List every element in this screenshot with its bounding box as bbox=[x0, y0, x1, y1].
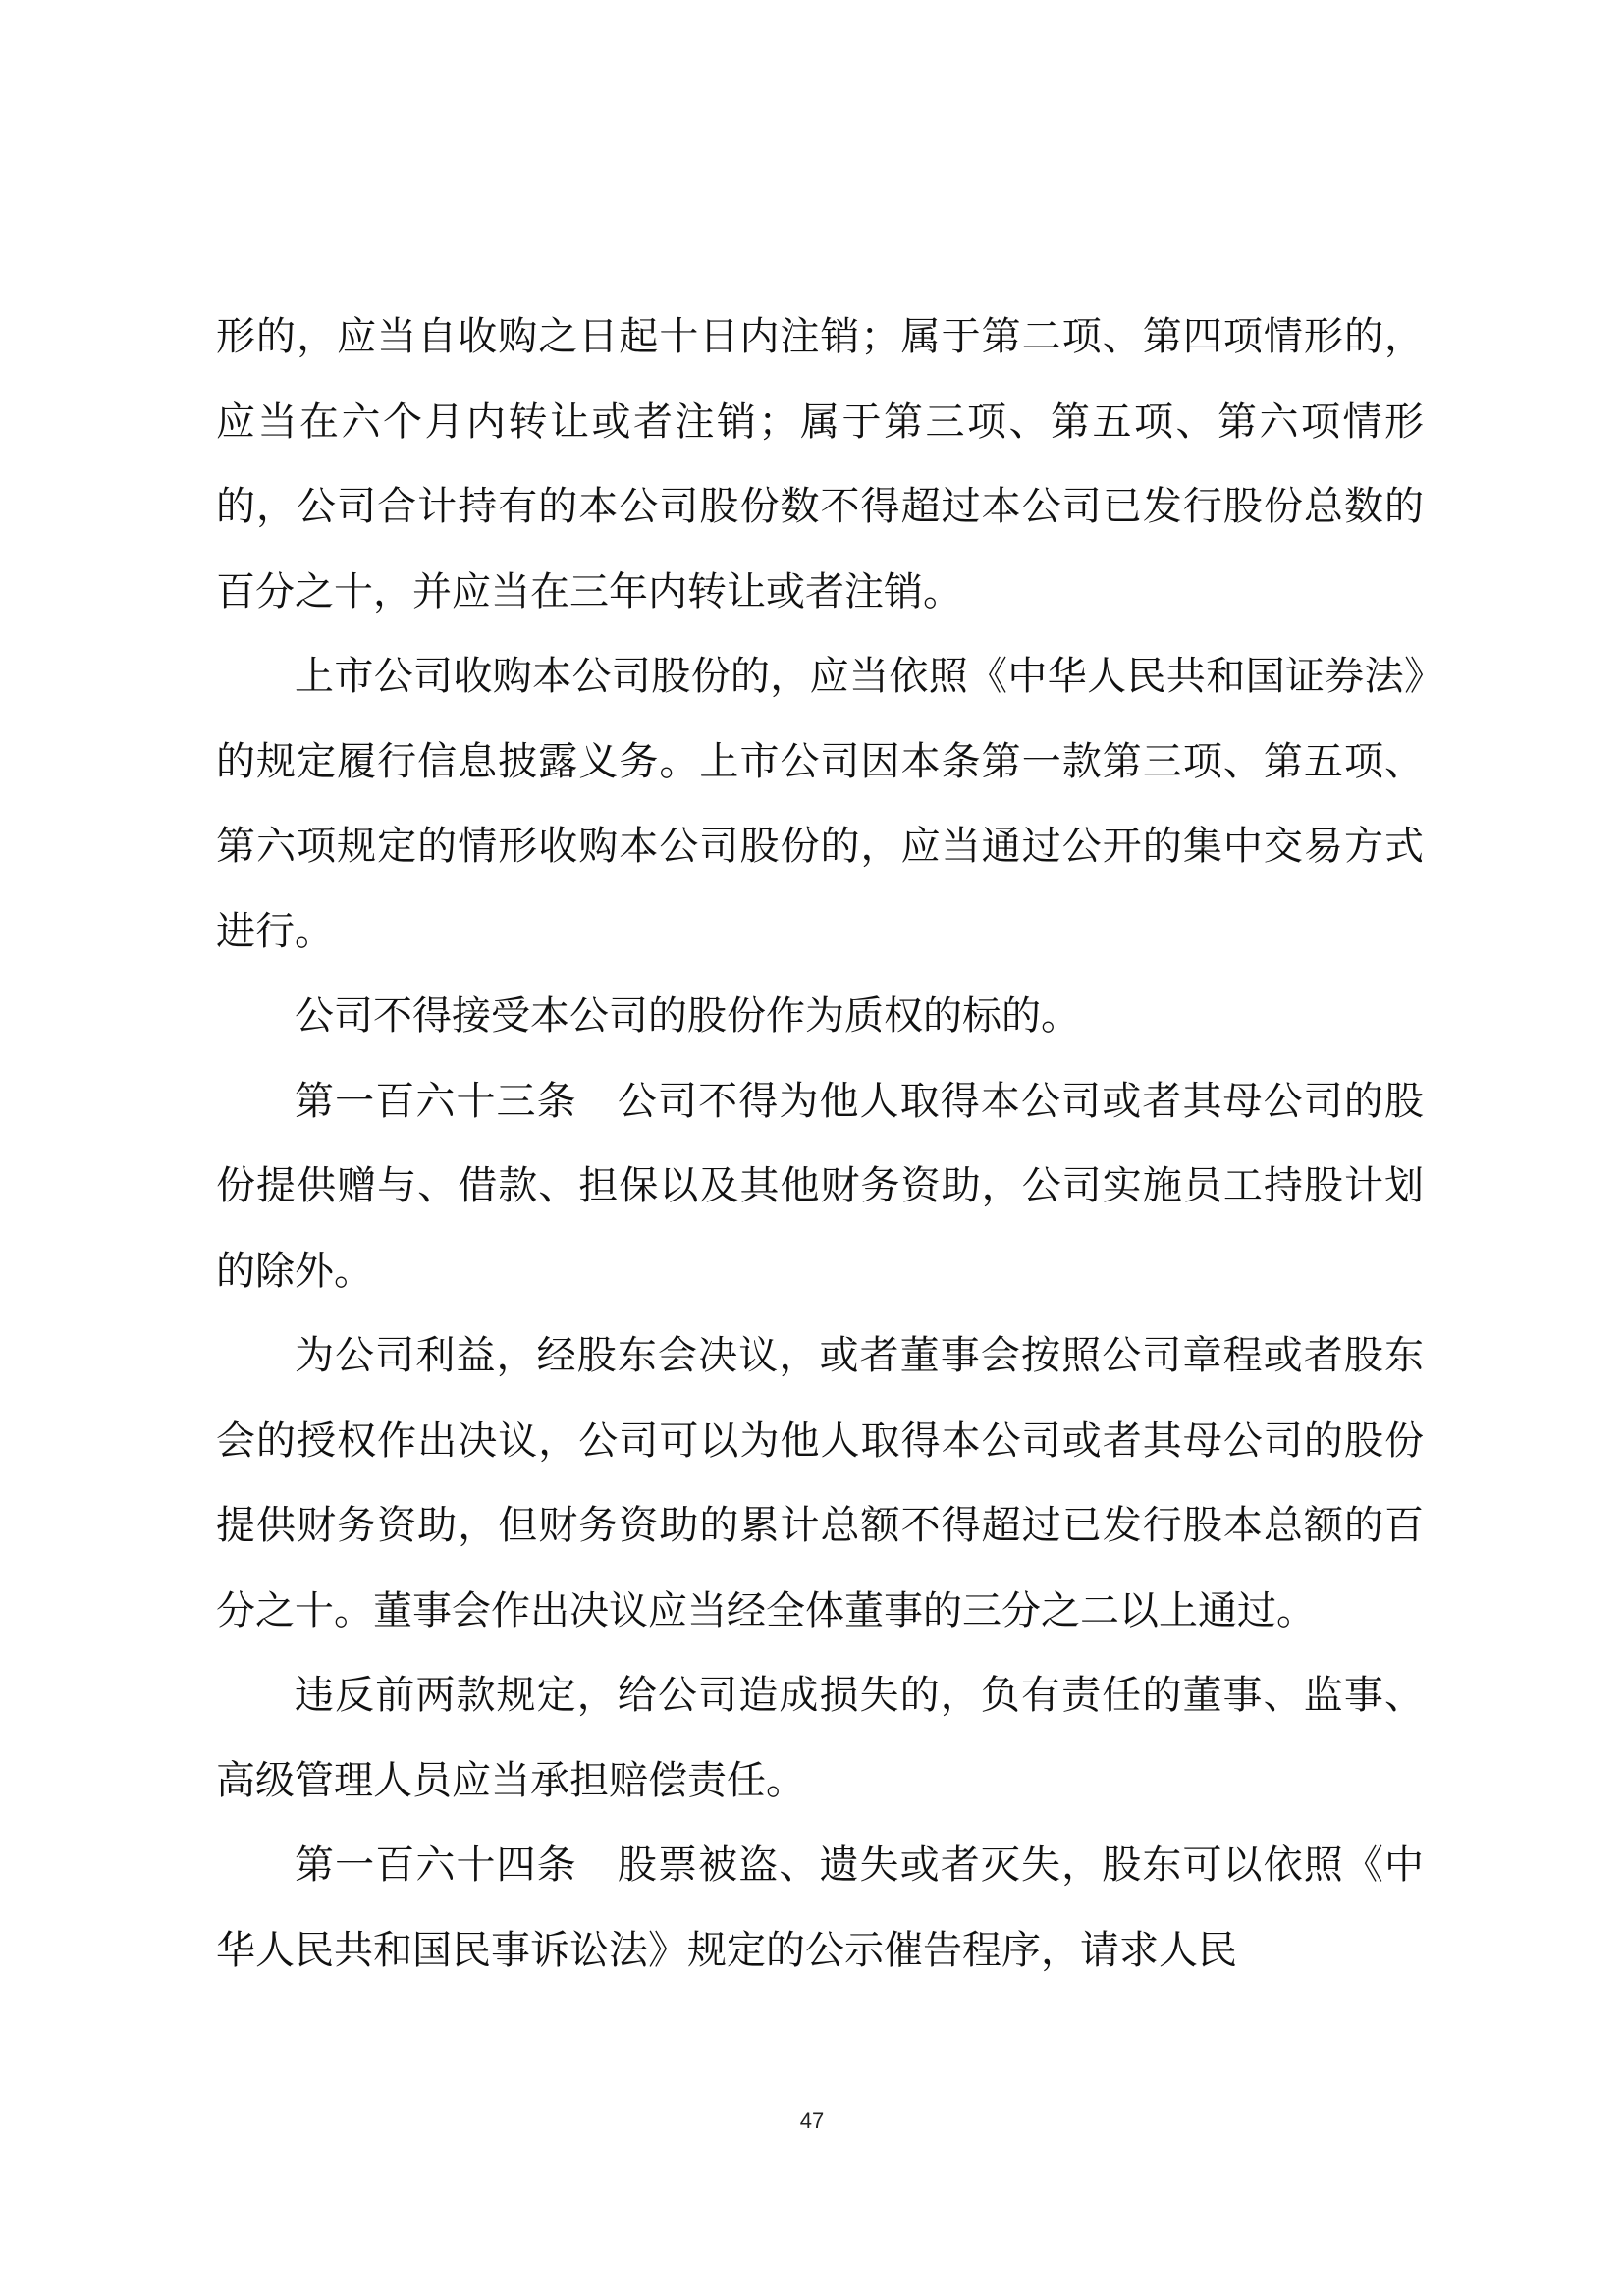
document-body bbox=[216, 294, 1424, 1993]
paragraph-continuation: 形的，应当自收购之日起十日内注销；属于第二项、第四项情形的，应当在六个月内转让或者注销；属于第三项、第五项、第六项情形的，公司合计持有的本公司股份数不得超过本公司已发行股份总数的百分之十，并应当在三年内转让或者注销。 bbox=[216, 314, 1424, 614]
article-164-text: 股票被盗、遗失或者灭失，股东可以依照《中华人民共和国民事诉讼法》规定的公示催告程序，请求人民 bbox=[216, 1842, 1425, 1973]
paragraph-financial-assistance: 为公司利益，经股东会决议，或者董事会按照公司章程或者股东会的授权作出决议，公司可以为他人取得本公司或者其母公司的股份提供财务资助，但财务资助的累计总额不得超过已发行股本总额的百分之十。董事会作出决议应当经全体董事的三分之二以上通过。 bbox=[216, 1333, 1424, 1633]
article-164 bbox=[216, 1823, 1424, 1993]
paragraph-securities-law-disclosure: 上市公司收购本公司股份的，应当依照《中华人民共和国证券法》的规定履行信息披露义务。上市公司因本条第一款第三项、第五项、第六项规定的情形收购本公司股份的，应当通过公开的集中交易方式进行。 bbox=[216, 654, 1424, 954]
article-163-heading: 第一百六十三条 bbox=[295, 1078, 577, 1124]
article-164-heading: 第一百六十四条 bbox=[295, 1842, 577, 1888]
paragraph-liability: 违反前两款规定，给公司造成损失的，负有责任的董事、监事、高级管理人员应当承担赔偿责任。 bbox=[216, 1673, 1424, 1803]
paragraph-pledge-restriction: 公司不得接受本公司的股份作为质权的标的。 bbox=[295, 993, 1080, 1039]
article-163 bbox=[216, 1059, 1424, 1314]
article-163-text: 公司不得为他人取得本公司或者其母公司的股份提供赠与、借款、担保以及其他财务资助，公司实施员工持股计划的除外。 bbox=[216, 1078, 1425, 1294]
page-number: 47 bbox=[799, 2109, 825, 2133]
